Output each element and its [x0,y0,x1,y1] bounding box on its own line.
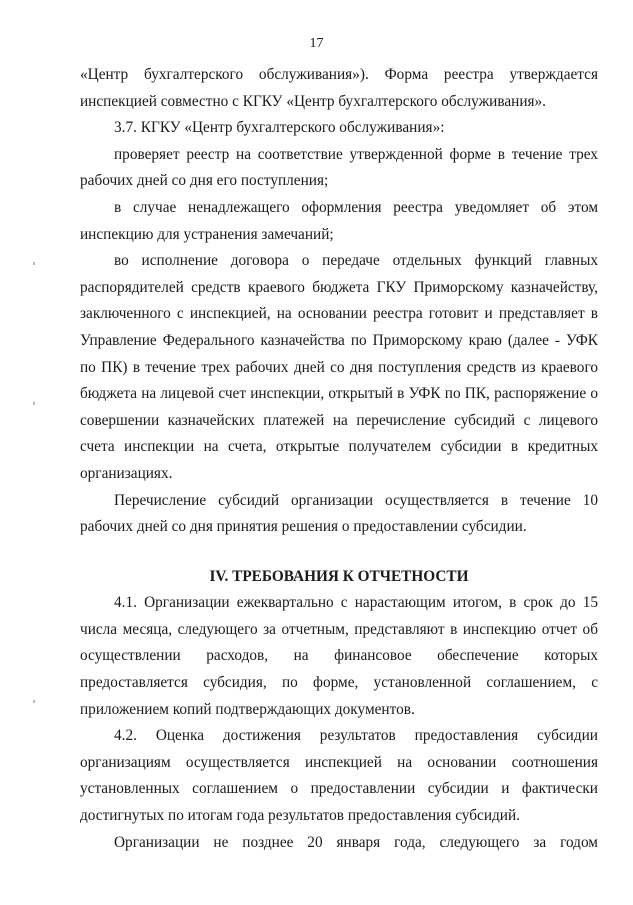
paragraph: 3.7. КГКУ «Центр бухгалтерского обслуживания»: [114,119,445,137]
paragraph: Организации не позднее 20 января года, следующего за годом [114,833,598,851]
paragraph: проверяет реестр на соответствие утвержденной форме в течение трех рабочих дней со дня его поступления; [80,145,598,190]
paragraph: «Центр бухгалтерского обслуживания»). Форма реестра утверждается инспекцией совместно с КГКУ «Центр бухгалтерского обслуживания». [80,66,598,110]
margin-mark [33,262,35,265]
section-heading: IV. ТРЕБОВАНИЯ К ОТЧЕТНОСТИ [209,567,469,585]
document-body [80,62,598,856]
paragraph: в случае ненадлежащего оформления реестра уведомляет об этом инспекцию для устранения замечаний; [80,198,598,243]
paragraph: во исполнение договора о передаче отдельных функций главных распорядителей средств краевого бюджета ГКУ Приморскому казначейству, заключенного с инспекцией, на основании реестра готовит и представляет в Управление Федерального казначейства по Приморскому краю (далее - УФК по ПК) в течение трех рабочих дней со дня поступления средств из краевого бюджета на лицевой счет инспекции, открытый в УФК по ПК, распоряжение о совершении казначейских платежей на перечисление субсидий с лицевого счета инспекции на счета, открытые получателем субсидии в кредитных организациях. [80,252,598,482]
page-number: 17 [309,36,324,51]
paragraph: 4.2. Оценка достижения результатов предоставления субсидии организациям осуществляется инспекцией на основании соотношения установленных соглашением о предоставлении субсидии и фактически достигнутых по итогам года результатов предоставления субсидий. [80,727,598,825]
margin-mark [33,700,35,703]
paragraph: Перечисление субсидий организации осуществляется в течение 10 рабочих дней со дня принятия решения о предоставлении субсидии. [80,491,598,536]
margin-mark [33,402,35,405]
paragraph: 4.1. Организации ежеквартально с нарастающим итогом, в срок до 15 числа месяца, следующего за отчетным, представляют в инспекцию отчет об осуществлении расходов, на финансовое обеспечение которых предоставляется субсидия, по форме, установленной соглашением, с приложением копий подтверждающих документов. [80,594,598,718]
